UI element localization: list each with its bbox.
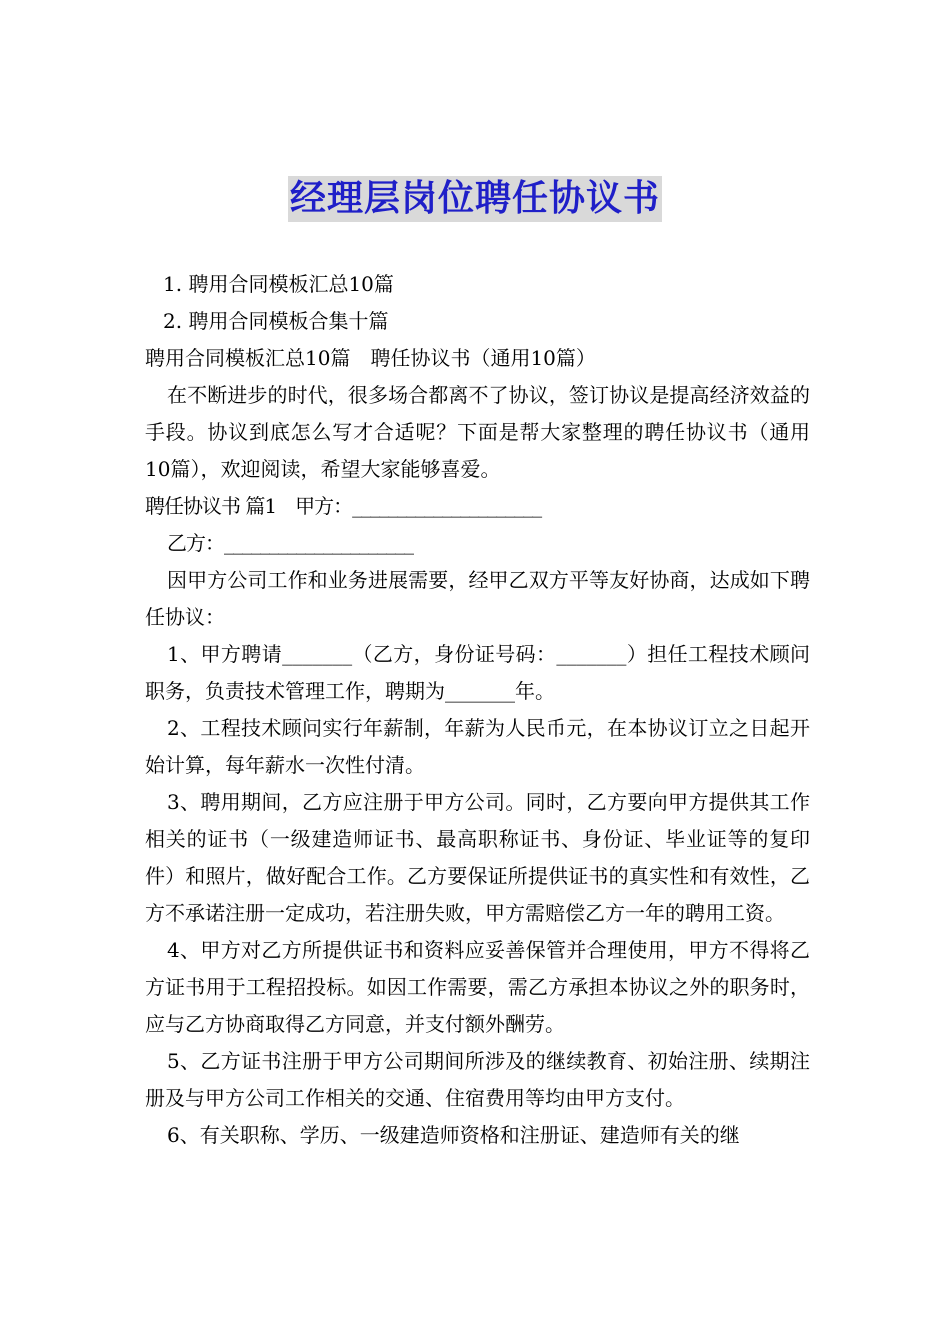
party-a-line: 聘任协议书 篇1 甲方：_____________________ bbox=[145, 494, 542, 518]
toc-item: 2. 聘用合同模板合集十篇 bbox=[163, 309, 389, 333]
section-header: 聘用合同模板汇总10篇 聘任协议书（通用10篇） bbox=[145, 346, 596, 370]
clause-3: 3、聘用期间，乙方应注册于甲方公司。同时，乙方要向甲方提供其工作相关的证书（一级建造师证书、最高职称证书、身份证、毕业证等的复印件）和照片，做好配合工作。乙方要保证所提供证书的真实性和有效性，乙方不承诺注册一定成功，若注册失败，甲方需赔偿乙方一年的聘用工资。 bbox=[145, 790, 810, 925]
clause-6: 6、有关职称、学历、一级建造师资格和注册证、建造师有关的继 bbox=[167, 1123, 740, 1147]
title-wrapper bbox=[0, 176, 950, 222]
clause-5: 5、乙方证书注册于甲方公司期间所涉及的继续教育、初始注册、续期注册及与甲方公司工作相关的交通、住宿费用等均由甲方支付。 bbox=[145, 1049, 810, 1110]
clause-2: 2、工程技术顾问实行年薪制，年薪为人民币元，在本协议订立之日起开始计算，每年薪水一次性付清。 bbox=[145, 716, 810, 777]
clause-1: 1、甲方聘请_______（乙方，身份证号码：_______）担任工程技术顾问职务，负责技术管理工作，聘期为_______年。 bbox=[145, 642, 810, 703]
document-title: 经理层岗位聘任协议书 bbox=[288, 176, 662, 222]
preamble-paragraph: 因甲方公司工作和业务进展需要，经甲乙双方平等友好协商，达成如下聘任协议： bbox=[145, 568, 810, 629]
party-b-line: 乙方：_____________________ bbox=[167, 531, 413, 555]
intro-paragraph: 在不断进步的时代，很多场合都离不了协议，签订协议是提高经济效益的手段。协议到底怎么写才合适呢？下面是帮大家整理的聘任协议书（通用10篇），欢迎阅读，希望大家能够喜爱。 bbox=[145, 383, 810, 481]
clause-4: 4、甲方对乙方所提供证书和资料应妥善保管并合理使用，甲方不得将乙方证书用于工程招投标。如因工作需要，需乙方承担本协议之外的职务时，应与乙方协商取得乙方同意，并支付额外酬劳。 bbox=[145, 938, 810, 1036]
document-body bbox=[145, 266, 810, 1154]
toc-item: 1. 聘用合同模板汇总10篇 bbox=[163, 272, 394, 296]
